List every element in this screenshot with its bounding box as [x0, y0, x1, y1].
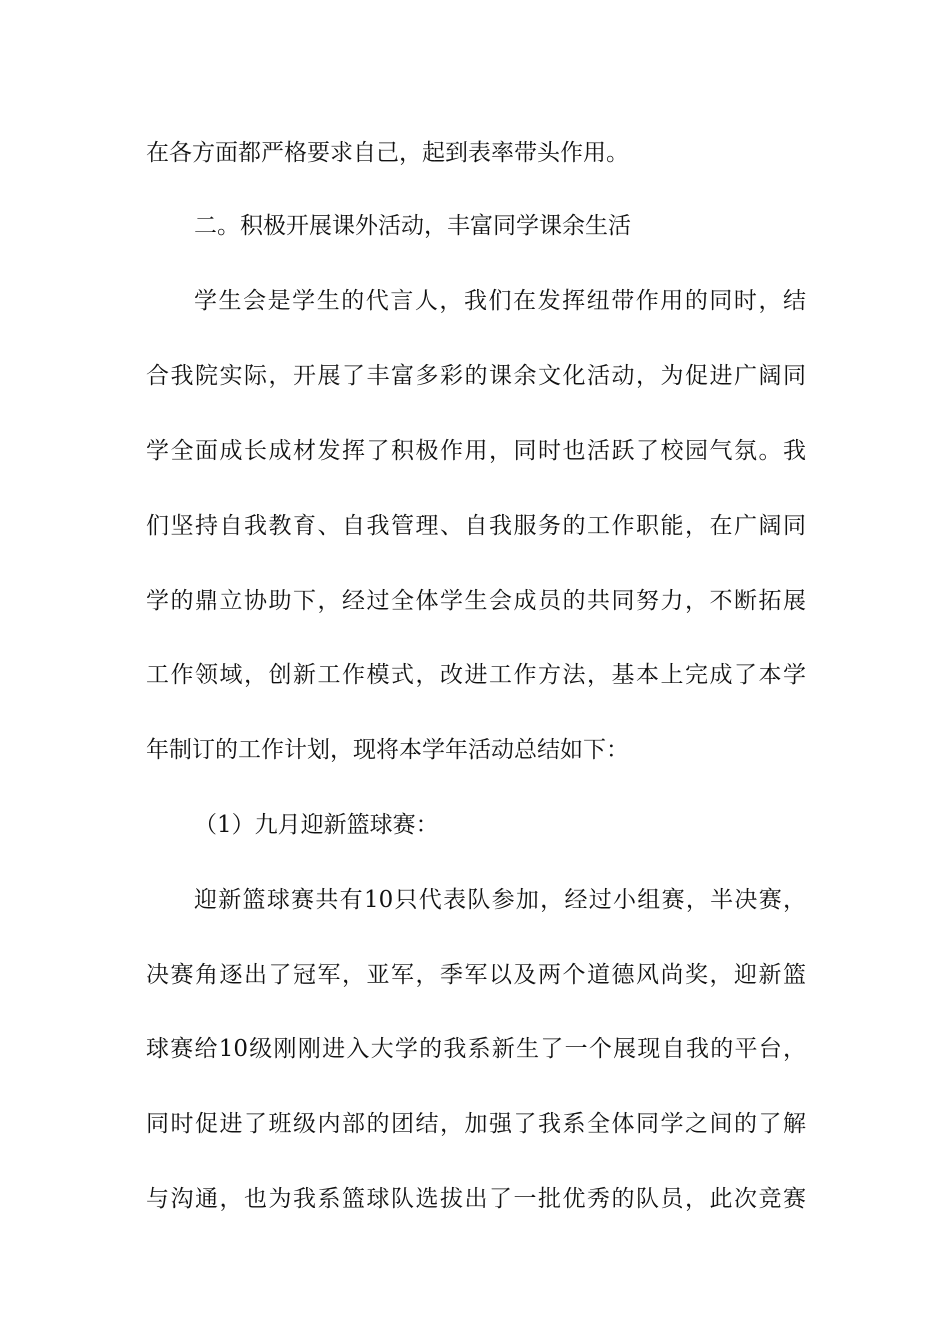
paragraph-line: 与沟通，也为我系篮球队选拔出了一批优秀的队员，此次竞赛: [146, 1186, 806, 1212]
paragraph-line: 球赛给10级刚刚进入大学的我系新生了一个展现自我的平台，: [146, 1036, 806, 1062]
subsection-heading: （1）九月迎新篮球赛：: [194, 812, 439, 838]
paragraph-line: 决赛角逐出了冠军，亚军，季军以及两个道德风尚奖，迎新篮: [146, 962, 806, 988]
paragraph-line: 年制订的工作计划，现将本学年活动总结如下：: [146, 737, 629, 763]
paragraph-line: 同时促进了班级内部的团结，加强了我系全体同学之间的了解: [146, 1111, 806, 1137]
paragraph-line: 学全面成长成材发挥了积极作用，同时也活跃了校园气氛。我: [146, 438, 806, 464]
paragraph-line: 工作领域，创新工作模式，改进工作方法，基本上完成了本学: [146, 662, 806, 688]
paragraph-line: 迎新篮球赛共有10只代表队参加，经过小组赛，半决赛，: [194, 887, 806, 913]
paragraph-line: 们坚持自我教育、自我管理、自我服务的工作职能，在广阔同: [146, 513, 806, 539]
paragraph-line: 学生会是学生的代言人，我们在发挥纽带作用的同时，结: [194, 288, 806, 314]
paragraph-line: 在各方面都严格要求自己，起到表率带头作用。: [146, 140, 629, 166]
section-heading: 二。积极开展课外活动，丰富同学课余生活: [194, 213, 631, 239]
paragraph-line: 学的鼎立协助下，经过全体学生会成员的共同努力，不断拓展: [146, 588, 806, 614]
paragraph-line: 合我院实际，开展了丰富多彩的课余文化活动，为促进广阔同: [146, 363, 806, 389]
